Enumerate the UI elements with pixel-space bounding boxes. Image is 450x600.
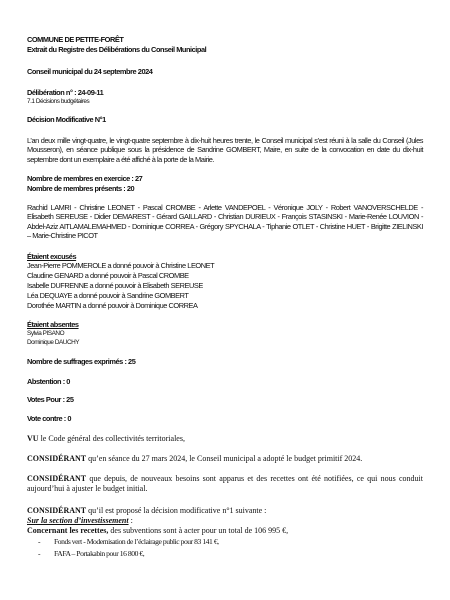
investment-heading: Sur la section d’investissement (27, 516, 129, 525)
subsidy-item (38, 537, 219, 546)
intro-paragraph: L’an deux mille vingt-quatre, le vingt-quatre septembre à dix-huit heures trente, le Conseil municipal s’est réuni à la salle du Conseil (Jules Mousseron), en séance publique sous la présidence de Sandrine GOMBERT, Maire, en suite de la convocation en date du dix-huit septembre dont un exemplaire a été affiché à la porte de la Mairie. (27, 136, 423, 164)
excused-item: Léa DEQUAYE a donné pouvoir à Sandrine GOMBERT (27, 291, 189, 300)
members-present: Nombre de membres présents : 20 (27, 184, 135, 193)
investment-section-heading (27, 516, 133, 525)
register-extract-title: Extrait du Registre des Délibérations du Conseil Municipal (27, 45, 207, 54)
members-in-office: Nombre de membres en exercice : 27 (27, 174, 143, 183)
vu-clause (27, 434, 185, 443)
absent-item: Sylvia PISANO (27, 330, 65, 337)
list-dash: - (38, 549, 41, 558)
subsidy-text: FAFA – Portakabin pour 16 800 €, (54, 549, 145, 558)
deliberation-number: Délibération n° : 24-09-11 (27, 88, 104, 97)
meeting-title: Conseil municipal du 24 septembre 2024 (27, 67, 153, 76)
vu-text: le Code général des collectivités territoriales, (38, 434, 185, 443)
votes-for: Votes Pour : 25 (27, 395, 74, 404)
absent-heading: Étaient absentes (27, 320, 79, 329)
considerant-dm-proposal (27, 506, 266, 515)
deliberation-subject: Décision Modificative N°1 (27, 115, 106, 124)
absent-item: Dominique DAUCHY (27, 339, 80, 346)
excused-item: Isabelle DUFRENNE a donné pouvoir à Elisabeth SEREUSE (27, 281, 203, 290)
recettes-line (27, 526, 288, 535)
considerant-lead: CONSIDÉRANT (27, 474, 87, 483)
recettes-lead: Concernant les recettes, (27, 526, 109, 535)
recettes-text: des subventions sont à acter pour un total de 106 995 €, (108, 526, 289, 535)
subsidy-item (38, 549, 144, 558)
excused-item: Jean-Pierre POMMEROLE a donné pouvoir à Christine LEONET (27, 261, 215, 270)
votes-abstention: Abstention : 0 (27, 377, 70, 386)
excused-item: Dorothée MARTIN a donné pouvoir à Dominique CORREA (27, 301, 198, 310)
investment-heading-suffix: : (128, 516, 133, 525)
excused-heading: Étaient excusés (27, 252, 77, 261)
considerant-text: qu’il est proposé la décision modificative n°1 suivante : (86, 506, 267, 515)
votes-against: Vote contre : 0 (27, 414, 72, 423)
vu-lead: VU (27, 434, 39, 443)
present-members-list: Rachid LAMRI - Christine LEONET - Pascal CROMBE - Arlette VANDEPOEL - Véronique JOLY - Robert VANOVERSCHELDE - Elisabeth SEREUSE - Didier DEMAREST - Gérard GAILLARD - Christian DURIEUX - François STASINSKI - Marie-Renée LOUVION - Abdel-Aziz AITLAMALEMAHMED - Dominique CORREA - Grégory SPYCHALA - Tiphanie OTLET - Christine HUET - Brigitte ZIELINSKI – Marie-Christine PICOT (27, 203, 423, 241)
subsidy-text: Fonds vert - Modernisation de l’éclairage public pour 83 141 €, (54, 537, 219, 546)
commune-name: COMMUNE DE PETITE-FORÊT (27, 35, 124, 44)
considerant-lead: CONSIDÉRANT (27, 454, 87, 463)
excused-item: Claudine GENARD a donné pouvoir à Pascal CROMBE (27, 271, 189, 280)
considerant-lead: CONSIDÉRANT (27, 506, 87, 515)
considerant-new-needs (27, 474, 423, 494)
considerant-text: qu’en séance du 27 mars 2024, le Conseil municipal a adopté le budget primitif 2024. (86, 454, 363, 463)
deliberation-category: 7.1 Décisions budgétaires (27, 98, 90, 105)
votes-expressed: Nombre de suffrages exprimés : 25 (27, 357, 136, 366)
list-dash: - (38, 537, 41, 546)
considerant-text: que depuis, de nouveaux besoins sont apparus et des recettes ont été notifiées, ce qui nous conduit aujourd’hui à ajuster le budget initial. (27, 474, 423, 493)
considerant-budget-adopted (27, 454, 362, 463)
